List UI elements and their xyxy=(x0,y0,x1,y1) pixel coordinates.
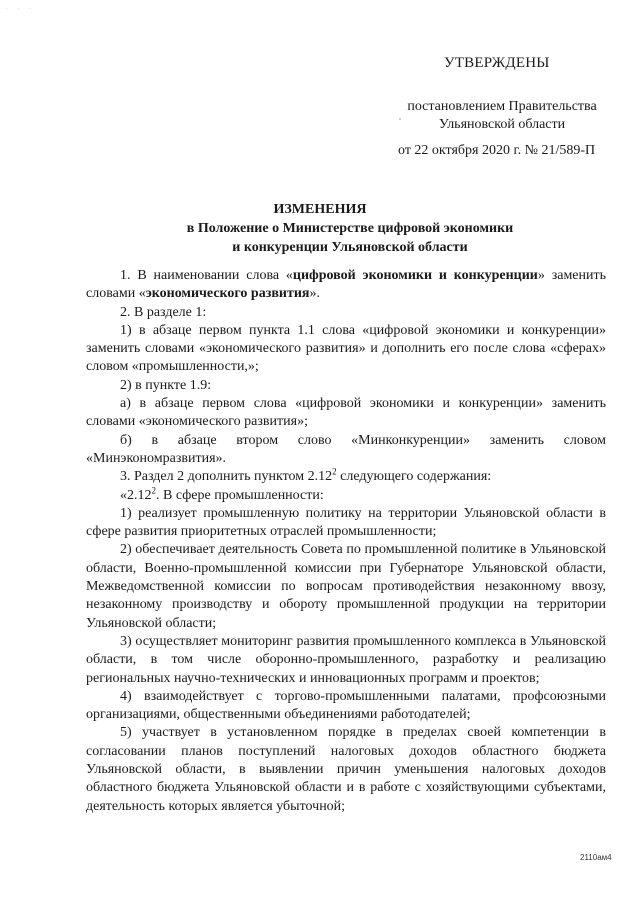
paragraph-2: 2. В разделе 1: xyxy=(120,304,207,320)
decree-line-1: постановлением Правительства xyxy=(407,99,597,114)
paragraph-4: 2) в пункте 1.9: xyxy=(120,377,212,393)
paragraph-7: 3. Раздел 2 дополнить пунктом 2.12$^2$ следующего содержания: xyxy=(120,466,492,485)
subtitle-line-1: в Положение о Министерстве цифровой экономики xyxy=(186,221,514,236)
paragraph-11: 3) осуществляет мониторинг развития промышленного комплекса в Ульяновской области, в том числе оборонно-промышленного, разработку и реализацию региональных научно-технических и инновационных программ и проектов; xyxy=(86,633,606,686)
paragraph-3: 1) в абзаце первом пункта 1.1 слова «цифровой экономики и конкуренции» заменить словами «экономического развития» и дополнить его после слова «сферах» словом «промышленности,»; xyxy=(86,322,606,375)
decree-line-2: Ульяновской области xyxy=(438,117,566,132)
paragraph-10: 2) обеспечивает деятельность Совета по промышленной политике в Ульяновской области, Военно-промышленной комиссии при Губернаторе Ульяновской области, Межведомственной комиссии по вопросам противодействия незаконному ввозу, незаконному производству и обороту промышленной продукции на территории Ульяновской области; xyxy=(86,542,606,631)
paragraph-13: 5) участвует в установленном порядке в пределах своей компетенции в согласовании планов поступлений налоговых доходов областного бюджета Ульяновской области, в выявлении причин уменьшения налоговых доходов областного бюджета Ульяновской области и в работе с хозяйствующими субъектами, деятельность которых является убыточной; xyxy=(86,725,606,814)
subtitle-line-2: и конкуренции Ульяновской области xyxy=(232,239,468,255)
document-title: ИЗМЕНЕНИЯ xyxy=(273,202,367,217)
paragraph-1: 1. В наименовании слова «цифровой экономики и конкуренции» заменить словами «экономического развития». xyxy=(86,268,607,302)
paragraph-8: «2.12$^2$. В сфере промышленности: xyxy=(120,484,324,503)
approval-heading: УТВЕРЖДЕНЫ xyxy=(444,55,550,71)
decree-date: от 22 октября 2020 г. № 21/589-П xyxy=(398,143,596,158)
paragraph-9: 1) реализует промышленную политику на территории Ульяновской области в сфере развития приоритетных отраслей промышленности; xyxy=(86,505,606,540)
paragraph-12: 4) взаимодействует с торгово-промышленными палатами, профсоюзными организациями, общественными объединениями работодателей; xyxy=(86,688,606,723)
paragraph-5: а) в абзаце первом слова «цифровой экономики и конкуренции» заменить словами «экономического развития»; xyxy=(86,396,606,430)
scan-artifact: · · · xyxy=(6,6,35,12)
decree-reference xyxy=(392,98,612,134)
paragraph-6: б) в абзаце втором слово «Минконкуренции» заменить словом «Минэкономразвития». xyxy=(86,432,606,466)
document-subtitle xyxy=(150,220,550,257)
document-body xyxy=(86,267,606,816)
footer-code: 2110ам4 xyxy=(580,853,612,862)
